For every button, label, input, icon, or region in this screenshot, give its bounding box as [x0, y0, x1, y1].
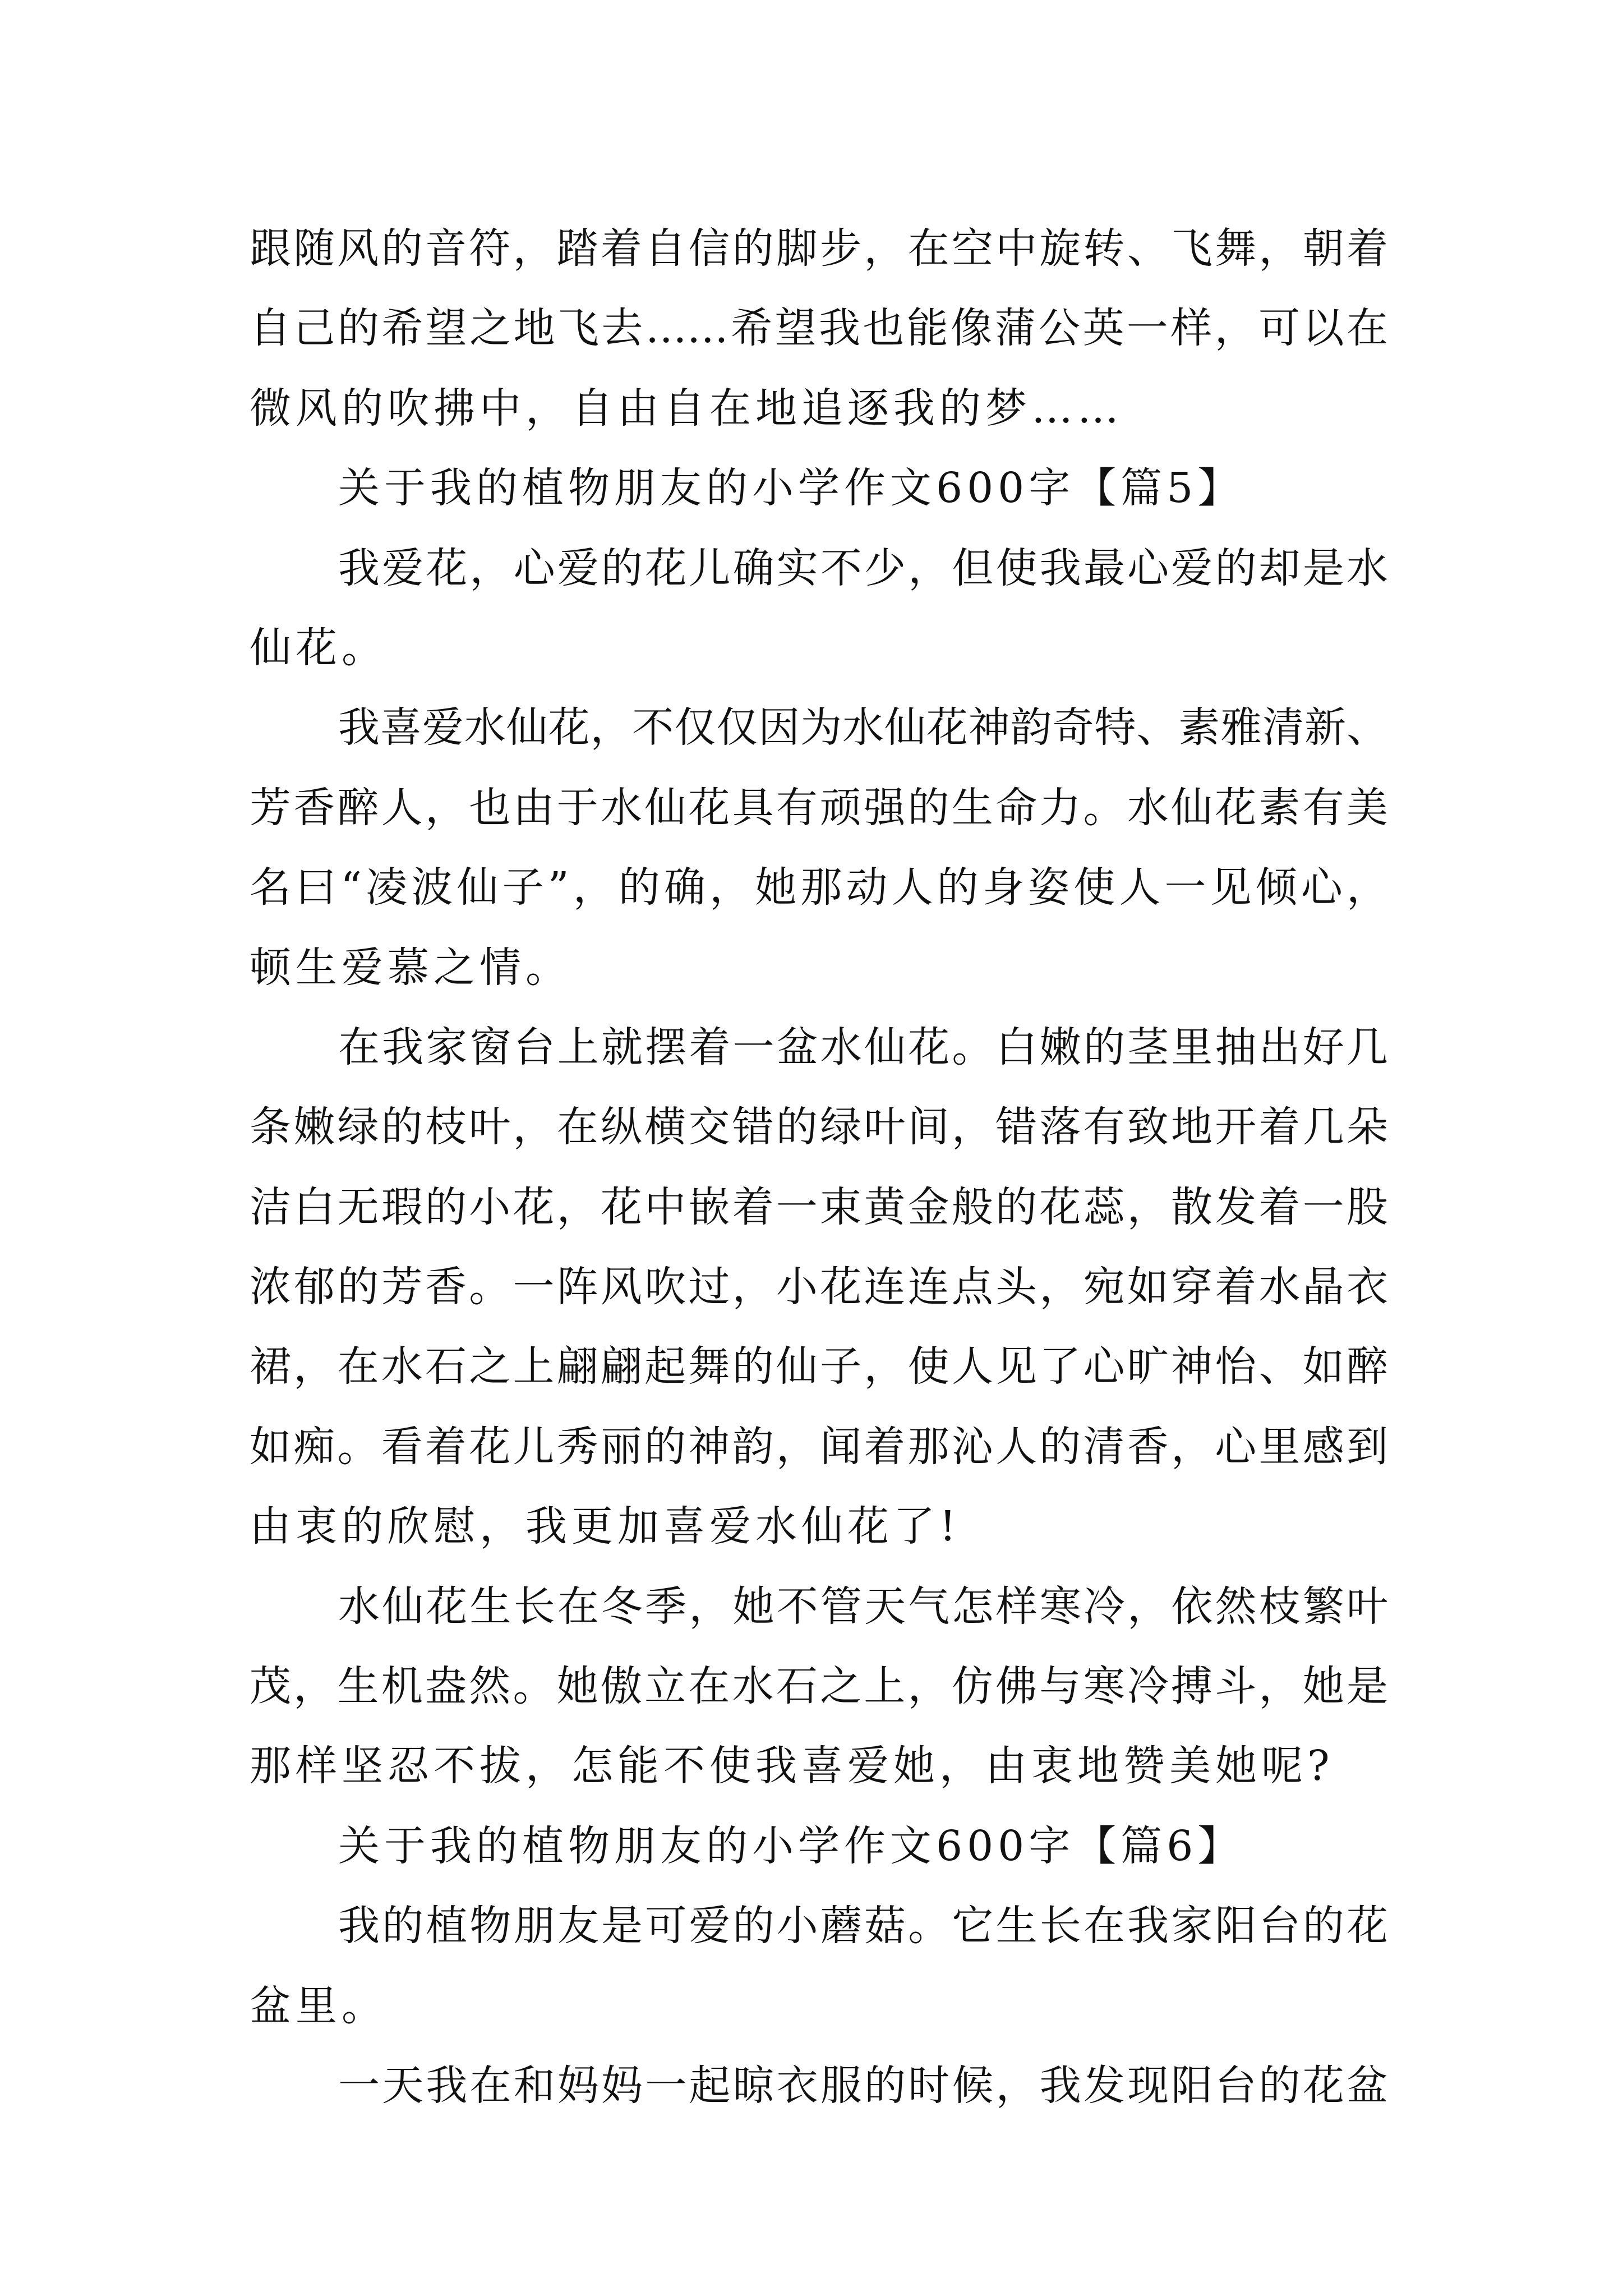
- text-line: 我喜爱水仙花，不仅仅因为水仙花神韵奇特、素雅清新、: [338, 703, 1388, 752]
- text-line: 浓郁的芳香。一阵风吹过，小花连连点头，宛如穿着水晶衣: [250, 1263, 1388, 1312]
- section-heading-5: 关于我的植物朋友的小学作文600字【篇5】: [338, 464, 1244, 513]
- text-line: 名曰“凌波仙子”，的确，她那动人的身姿使人一见倾心，: [250, 863, 1388, 912]
- text-line: 裙，在水石之上翩翩起舞的仙子，使人见了心旷神怡、如醉: [250, 1342, 1388, 1391]
- section-heading-6: 关于我的植物朋友的小学作文600字【篇6】: [338, 1821, 1244, 1870]
- text-line: 微风的吹拂中，自由自在地追逐我的梦……: [250, 384, 1123, 432]
- text-line: 我爱花，心爱的花儿确实不少，但使我最心爱的却是水: [338, 544, 1388, 592]
- text-line: 洁白无瑕的小花，花中嵌着一束黄金般的花蕊，散发着一股: [250, 1182, 1388, 1231]
- text-line: 茂，生机盎然。她傲立在水石之上，仿佛与寒冷搏斗，她是: [250, 1662, 1388, 1711]
- text-line: 一天我在和妈妈一起晾衣服的时候，我发现阳台的花盆: [338, 2061, 1388, 2110]
- text-line: 我的植物朋友是可爱的小蘑菇。它生长在我家阳台的花: [338, 1902, 1388, 1950]
- text-line: 盆里。: [250, 1981, 388, 2030]
- text-line: 如痴。看着花儿秀丽的神韵，闻着那沁人的清香，心里感到: [250, 1422, 1388, 1471]
- text-line: 那样坚忍不拔，怎能不使我喜爱她，由衷地赞美她呢?: [250, 1742, 1334, 1791]
- text-line: 自己的希望之地飞去……希望我也能像蒲公英一样，可以在: [250, 304, 1388, 353]
- text-line: 仙花。: [250, 623, 388, 672]
- text-line: 芳香醉人，也由于水仙花具有顽强的生命力。水仙花素有美: [250, 783, 1388, 832]
- text-line: 条嫩绿的枝叶，在纵横交错的绿叶间，错落有致地开着几朵: [250, 1103, 1388, 1152]
- text-line: 水仙花生长在冬季，她不管天气怎样寒冷，依然枝繁叶: [338, 1582, 1388, 1631]
- text-line: 顿生爱慕之情。: [250, 943, 571, 992]
- document-body: [250, 209, 1388, 2125]
- text-line: 跟随风的音符，踏着自信的脚步，在空中旋转、飞舞，朝着: [250, 224, 1388, 273]
- text-line: 由衷的欣慰，我更加喜爱水仙花了!: [250, 1502, 961, 1551]
- text-line: 在我家窗台上就摆着一盆水仙花。白嫩的茎里抽出好几: [338, 1023, 1388, 1071]
